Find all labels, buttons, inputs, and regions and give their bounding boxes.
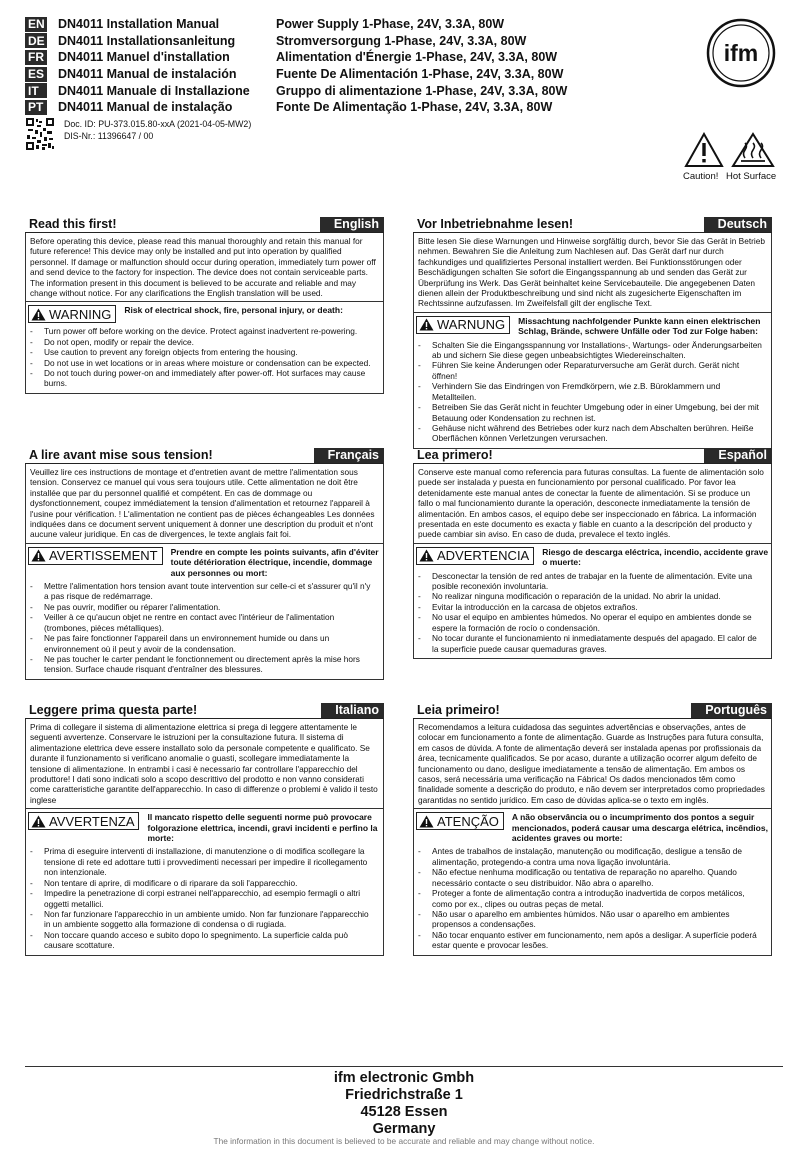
section-header: [25, 703, 384, 719]
hot-surface-icon: [731, 132, 775, 168]
warning-triangle-icon: [31, 308, 46, 321]
warning-row: [414, 809, 771, 843]
warning-label: [28, 305, 116, 323]
list-item: - Führen Sie keine Änderungen oder Reparaturversuche am Gerät durch. Gerät nicht öffnen!: [418, 360, 765, 381]
manual-title: DN4011 Manuel d'installation: [58, 50, 230, 65]
lang-row-fr: [25, 49, 585, 66]
intro-text: Prima di collegare il sistema di alimentazione elettrica si prega di leggere attentamente le seguenti avvertenze. Conservare le istruzioni per la consultazione futura. Il sistema di alimentazione elettrica deve essere installato solo da personale competente e qualificato. Se durante il funzionamento si verificano anomalie o guasti, scollegare immediatamente la tensione di alimentazione. In entrambi i casi è necessario far controllare l'apparecchio del produttore! I dati sono indicati solo a scopo descrittivo del prodotto e non vanno considerati come caratteristiche garantite dell'apparecchio. In caso di differenze o problemi è valido il testo inglese: [26, 719, 383, 809]
lang-code: ES: [25, 67, 47, 82]
warning-triangle-icon: [419, 815, 434, 828]
warning-label: [416, 316, 510, 334]
lang-row-en: [25, 16, 585, 33]
section-header: [413, 448, 772, 464]
section-language-tag: English: [320, 217, 384, 232]
list-item: - Non toccare quando acceso e subito dopo lo spegnimento. La superficie calda può causare scottature.: [30, 930, 377, 951]
footer-disclaimer: The information in this document is believed to be accurate and reliable and may change without notice.: [213, 1136, 595, 1146]
document-id-block: [64, 118, 251, 142]
product-title: Fuente De Alimentación 1-Phase, 24V, 3.3A, 80W: [276, 67, 564, 82]
company-name: ifm electronic Gmbh: [333, 1070, 475, 1086]
warning-triangle-icon: [419, 318, 434, 331]
list-item: - No tocar durante el funcionamiento ni inmediatamente después del apagado. El calor de la superficie puede causar quemaduras graves.: [418, 633, 765, 654]
section-header: [25, 217, 384, 233]
lang-row-it: [25, 82, 585, 99]
warning-word: AVVERTENZA: [49, 813, 135, 829]
caution-icon: [684, 132, 724, 168]
warning-word: ADVERTENCIA: [437, 548, 530, 564]
list-item: - Non tentare di aprire, di modificare o di riparare da soli l'apparecchio.: [30, 878, 377, 888]
lang-row-es: [25, 66, 585, 83]
lang-code: FR: [25, 50, 47, 65]
intro-text: Veuillez lire ces instructions de montage et d'entretien avant de mettre l'alimentation sous tension. Conservez ce manuel qui vous sera toujours utile. Cette alimentation ne doit être installée que par du personnel qualifié et compétent. En cas de dommage ou dysfonctionnement, coupez immédiatement la tension d'alimentation et retournez l'appareil à l'usine pour vérification. ! L'alimentation ne contient pas de pièces échangeables Les données indiquées dans ce document servent uniquement à donner une description du produit et n'ont aucune valeur juridique. En cas de divergences, le texte anglais fait foi.: [26, 464, 383, 544]
language-header: [25, 16, 585, 116]
section-italiano: [25, 703, 384, 956]
list-item: - Do not use in wet locations or in areas where moisture or condensation can be expected.: [30, 358, 377, 368]
list-item: - Do not open, modify or repair the device.: [30, 337, 377, 347]
warning-label: [28, 812, 139, 830]
caution-label: Caution!: [683, 171, 719, 182]
warning-row: [414, 313, 771, 337]
warning-row: [26, 302, 383, 323]
section-title: Lea primero!: [417, 448, 493, 462]
list-item: - Ne pas faire fonctionner l'appareil dans un environnement humide ou dans un environnement où il peut y avoir de la condensation.: [30, 633, 377, 654]
list-item: - Antes de trabalhos de instalação, manutenção ou modificação, desligue a tensão de alimentação, protegendo-a contra uma nova ligação involuntária.: [418, 846, 765, 867]
intro-text: Bitte lesen Sie diese Warnungen und Hinweise sorgfältig durch, bevor Sie das Gerät in Betrieb nehmen. Bewahren Sie die Anleitung zum Nachlesen auf. Das Gerät darf nur durch fachkundiges und qualifiziertes Personal installiert werden. Bei Funktionsstörungen oder Beschädigungen schalten Sie sofort die Eingangsspannung ab und senden das Gerät zur Überprüfung ins Werk. Das Gerät beinhaltet keine Servicebauteile. Die angegebenen Daten dienen allein der Produktbeschreibung und sind nicht als zugesicherte Eigenschaften im Rechtssinne aufzufassen. Im Zweifelsfall gilt der englische Text.: [414, 233, 771, 313]
section-english: [25, 217, 384, 394]
list-item: - Use caution to prevent any foreign objects from entering the housing.: [30, 347, 377, 357]
list-item: - No realizar ninguna modificación o reparación de la unidad. No abrir la unidad.: [418, 591, 765, 601]
warning-text: Missachtung nachfolgender Punkte kann einen elektrischen Schlag, Brände, schwere Unfälle oder Tod zur Folge haben:: [518, 315, 761, 337]
warning-row: [26, 544, 383, 578]
warning-word: WARNING: [49, 306, 112, 322]
warning-list: [26, 581, 383, 675]
list-item: - Impedire la penetrazione di corpi estranei nell'apparecchio, ad esempio fermagli o altri oggetti metallici.: [30, 888, 377, 909]
list-item: - Proteger a fonte de alimentação contra a introdução inadvertida de corpos metálicos, como por ex., clipes ou outras peças de metal.: [418, 888, 765, 909]
list-item: - Prima di eseguire interventi di installazione, di manutenzione o di modifica scollegare la tensione di rete ed adottare tutti i provvedimenti necessari per impedire il ricollegamento non intenzionale.: [30, 846, 377, 877]
lang-code: DE: [25, 33, 47, 48]
section-portugues: [413, 703, 772, 956]
company-address: [0, 1070, 808, 1138]
product-title: Power Supply 1-Phase, 24V, 3.3A, 80W: [276, 17, 505, 32]
section-body: [413, 233, 772, 449]
qr-code: [26, 118, 54, 150]
intro-text: Recomendamos a leitura cuidadosa das seguintes advertências e observações, antes de colocar em funcionamento a fonte de alimentação. Guarde as Instruções para futura consulta, em casos de dúvida. A fonte de alimentação deverá ser instalada apenas por profissionais da área, tecnicamente qualificados. Se por acaso, durante a utilização ocorrer algum defeito de funcionamento ou dano, desligue imediatamente a tensão de alimentação. Em ambos os casos, será necessária uma verificação na Fábrica! Os dados mencionados têm como finalidade somente a descrição do produto, e não devem ser interpretados como propriedades garantidas no sentido jurídico. Em caso de dúvidas aplica-se o texto em inglês.: [414, 719, 771, 809]
list-item: - Turn power off before working on the device. Protect against inadvertent re-powering.: [30, 326, 377, 336]
manual-title: DN4011 Installation Manual: [58, 17, 220, 32]
list-item: - Do not touch during power-on and immediately after power-off. Hot surfaces may cause burns.: [30, 368, 377, 389]
doc-id: Doc. ID: PU-373.015.80-xxA (2021-04-05-MW2): [64, 119, 252, 129]
list-item: - Ne pas ouvrir, modifier ou réparer l'alimentation.: [30, 602, 377, 612]
warning-row: [26, 809, 383, 843]
section-language-tag: Español: [704, 448, 772, 463]
list-item: - Non far funzionare l'apparecchio in un ambiente umido. Non far funzionare l'apparecchio in un ambiente soggetto alla formazione di condensa o di rugiada.: [30, 909, 377, 930]
section-body: [25, 464, 384, 680]
intro-text: Before operating this device, please read this manual thoroughly and retain this manual for future reference! This device may only be installed and put into operation by qualified personnel. If damage or malfunction should occur during operation, immediately turn power off and send device to the factory for inspection. The device does not contain serviceable parts. The information present in this document is believed to be accurate and reliable and may change without notice. For any clarifications the English translation will be used.: [26, 233, 383, 302]
list-item: - Schalten Sie die Eingangsspannung vor Installations-, Wartungs- oder Änderungsarbeiten ab und sichern Sie diese gegen unbeabsichtigtes Wiedereinschalten.: [418, 340, 765, 361]
warning-label: [28, 547, 163, 565]
list-item: - Não usar o aparelho em ambientes húmidos. Não usar o aparelho em ambientes propensos a condensações.: [418, 909, 765, 930]
section-body: [413, 464, 772, 659]
list-item: - Veiller à ce qu'aucun objet ne rentre en contact avec l'intérieur de l'alimentation (trombones, pièces métalliques).: [30, 612, 377, 633]
list-item: - Verhindern Sie das Eindringen von Fremdkörpern, wie z.B. Büroklammern und Metallteilen.: [418, 381, 765, 402]
manual-title: DN4011 Installationsanleitung: [58, 33, 236, 48]
section-francais: [25, 448, 384, 680]
warning-row: [414, 544, 771, 568]
list-item: - No usar el equipo en ambientes húmedos. No operar el equipo en ambientes donde se espere la formación de rocío o condensación.: [418, 612, 765, 633]
lang-row-de: [25, 33, 585, 50]
warning-word: ATENÇÃO: [437, 813, 499, 829]
dis-nr: DIS-Nr.: 11396647 / 00: [64, 131, 154, 141]
warning-text: Risk of electrical shock, fire, personal injury, or death:: [124, 305, 343, 316]
section-body: [413, 719, 772, 956]
manual-title: DN4011 Manuale di Installazione: [58, 83, 250, 98]
lang-code: PT: [25, 100, 47, 115]
product-title: Alimentation d'Énergie 1-Phase, 24V, 3.3A, 80W: [276, 50, 558, 65]
lang-row-pt: [25, 99, 585, 116]
section-body: [25, 719, 384, 956]
list-item: - Gehäuse nicht während des Betriebes oder kurz nach dem Abschalten berühren. Heiße Oberflächen können Verletzungen verursachen.: [418, 423, 765, 444]
section-header: [25, 448, 384, 464]
list-item: - Desconectar la tensión de red antes de trabajar en la fuente de alimentación. Evite una posible reconexión involuntaria.: [418, 571, 765, 592]
list-item: - Não efectue nenhuma modificação ou tentativa de reparação no aparelho. Quando necessário contacte o seu distribuidor. Não abra o aparelho.: [418, 867, 765, 888]
footer-divider: [25, 1066, 783, 1067]
logo-text: ifm: [723, 40, 759, 66]
section-header: [413, 703, 772, 719]
list-item: - Não tocar enquanto estiver em funcionamento, nem após a desligar. A superfície poderá estar quente e provocar lesões.: [418, 930, 765, 951]
warning-word: AVERTISSEMENT: [49, 548, 158, 564]
section-title: Leia primeiro!: [417, 703, 500, 717]
section-body: [25, 233, 384, 394]
company-street: Friedrichstraße 1: [345, 1087, 463, 1103]
safety-symbols: [683, 132, 777, 184]
section-language-tag: Italiano: [321, 703, 384, 718]
list-item: - Betreiben Sie das Gerät nicht in feuchter Umgebung oder in einer Umgebung, bei der mit Betauung oder Kondensation zu rechnen ist.: [418, 402, 765, 423]
section-language-tag: Français: [314, 448, 384, 463]
lang-code: IT: [25, 83, 47, 98]
product-title: Stromversorgung 1-Phase, 24V, 3.3A, 80W: [276, 33, 527, 48]
section-title: Leggere prima questa parte!: [29, 703, 198, 717]
lang-code: EN: [25, 17, 47, 32]
warning-list: [26, 846, 383, 950]
warning-list: [26, 326, 383, 388]
warning-list: [414, 571, 771, 654]
section-title: Read this first!: [29, 217, 117, 231]
list-item: - Ne pas toucher le carter pendant le fonctionnement ou directement après la mise hors tension. Surface chaude risquant d'entraîner des blessures.: [30, 654, 377, 675]
hot-surface-label: Hot Surface: [726, 171, 777, 182]
warning-text: Il mancato rispetto delle seguenti norme può provocare folgorazione elettrica, incendi, gravi incidenti e perfino la morte:: [147, 812, 378, 844]
warning-list: [414, 340, 771, 444]
product-title: Fonte De Alimentação 1-Phase, 24V, 3.3A, 80W: [276, 100, 553, 115]
warning-triangle-icon: [419, 549, 434, 562]
section-language-tag: Português: [691, 703, 772, 718]
manual-title: DN4011 Manual de instalação: [58, 100, 233, 115]
warning-triangle-icon: [31, 549, 46, 562]
list-item: - Evitar la introducción en la carcasa de objetos extraños.: [418, 602, 765, 612]
section-deutsch: [413, 217, 772, 449]
warning-label: [416, 547, 534, 565]
intro-text: Conserve este manual como referencia para futuras consultas. La fuente de alimentación solo puede ser instalada y puesta en funcionamiento por personal cualificado. Por favor lea detenidamente este manual antes de conectar la fuente de alimentación. Si se produce un fallo o mal funcionamiento durante la operación, desconecte inmediatamente la tensión de alimentación. En ambos casos, el equipo debe ser inspeccionado en fábrica. La información presentada en este documento es exacta y fiable en cuanto a la descripción del producto y puede cambiar sin aviso. En caso de duda, prevalece el texto inglés.: [414, 464, 771, 544]
company-country: Germany: [372, 1121, 436, 1137]
list-item: - Mettre l'alimentation hors tension avant toute intervention sur celle-ci et s'assurer qu'il n'y a pas risque de redémarrage.: [30, 581, 377, 602]
company-city: 45128 Essen: [360, 1104, 448, 1120]
warning-text: Prendre en compte les points suivants, afin d'éviter toute détérioration électrique, incendie, dommage aux personnes ou mort:: [170, 546, 379, 578]
product-title: Gruppo di alimentazione 1-Phase, 24V, 3.3A, 80W: [276, 83, 568, 98]
section-language-tag: Deutsch: [704, 217, 772, 232]
warning-list: [414, 846, 771, 950]
manual-title: DN4011 Manual de instalación: [58, 67, 237, 82]
warning-word: WARNUNG: [437, 317, 506, 333]
section-title: A lire avant mise sous tension!: [29, 448, 213, 462]
warning-triangle-icon: [31, 815, 46, 828]
section-espanol: [413, 448, 772, 659]
warning-text: A não observância ou o incumprimento dos pontos a seguir mencionados, poderá causar uma descarga elétrica, incêndios, acidentes graves ou morte:: [511, 812, 768, 844]
warning-text: Riesgo de descarga eléctrica, incendio, accidente grave o muerte:: [542, 546, 769, 568]
warning-label: [416, 812, 504, 830]
section-header: [413, 217, 772, 233]
ifm-logo: [706, 18, 776, 88]
section-title: Vor Inbetriebnahme lesen!: [417, 217, 574, 231]
